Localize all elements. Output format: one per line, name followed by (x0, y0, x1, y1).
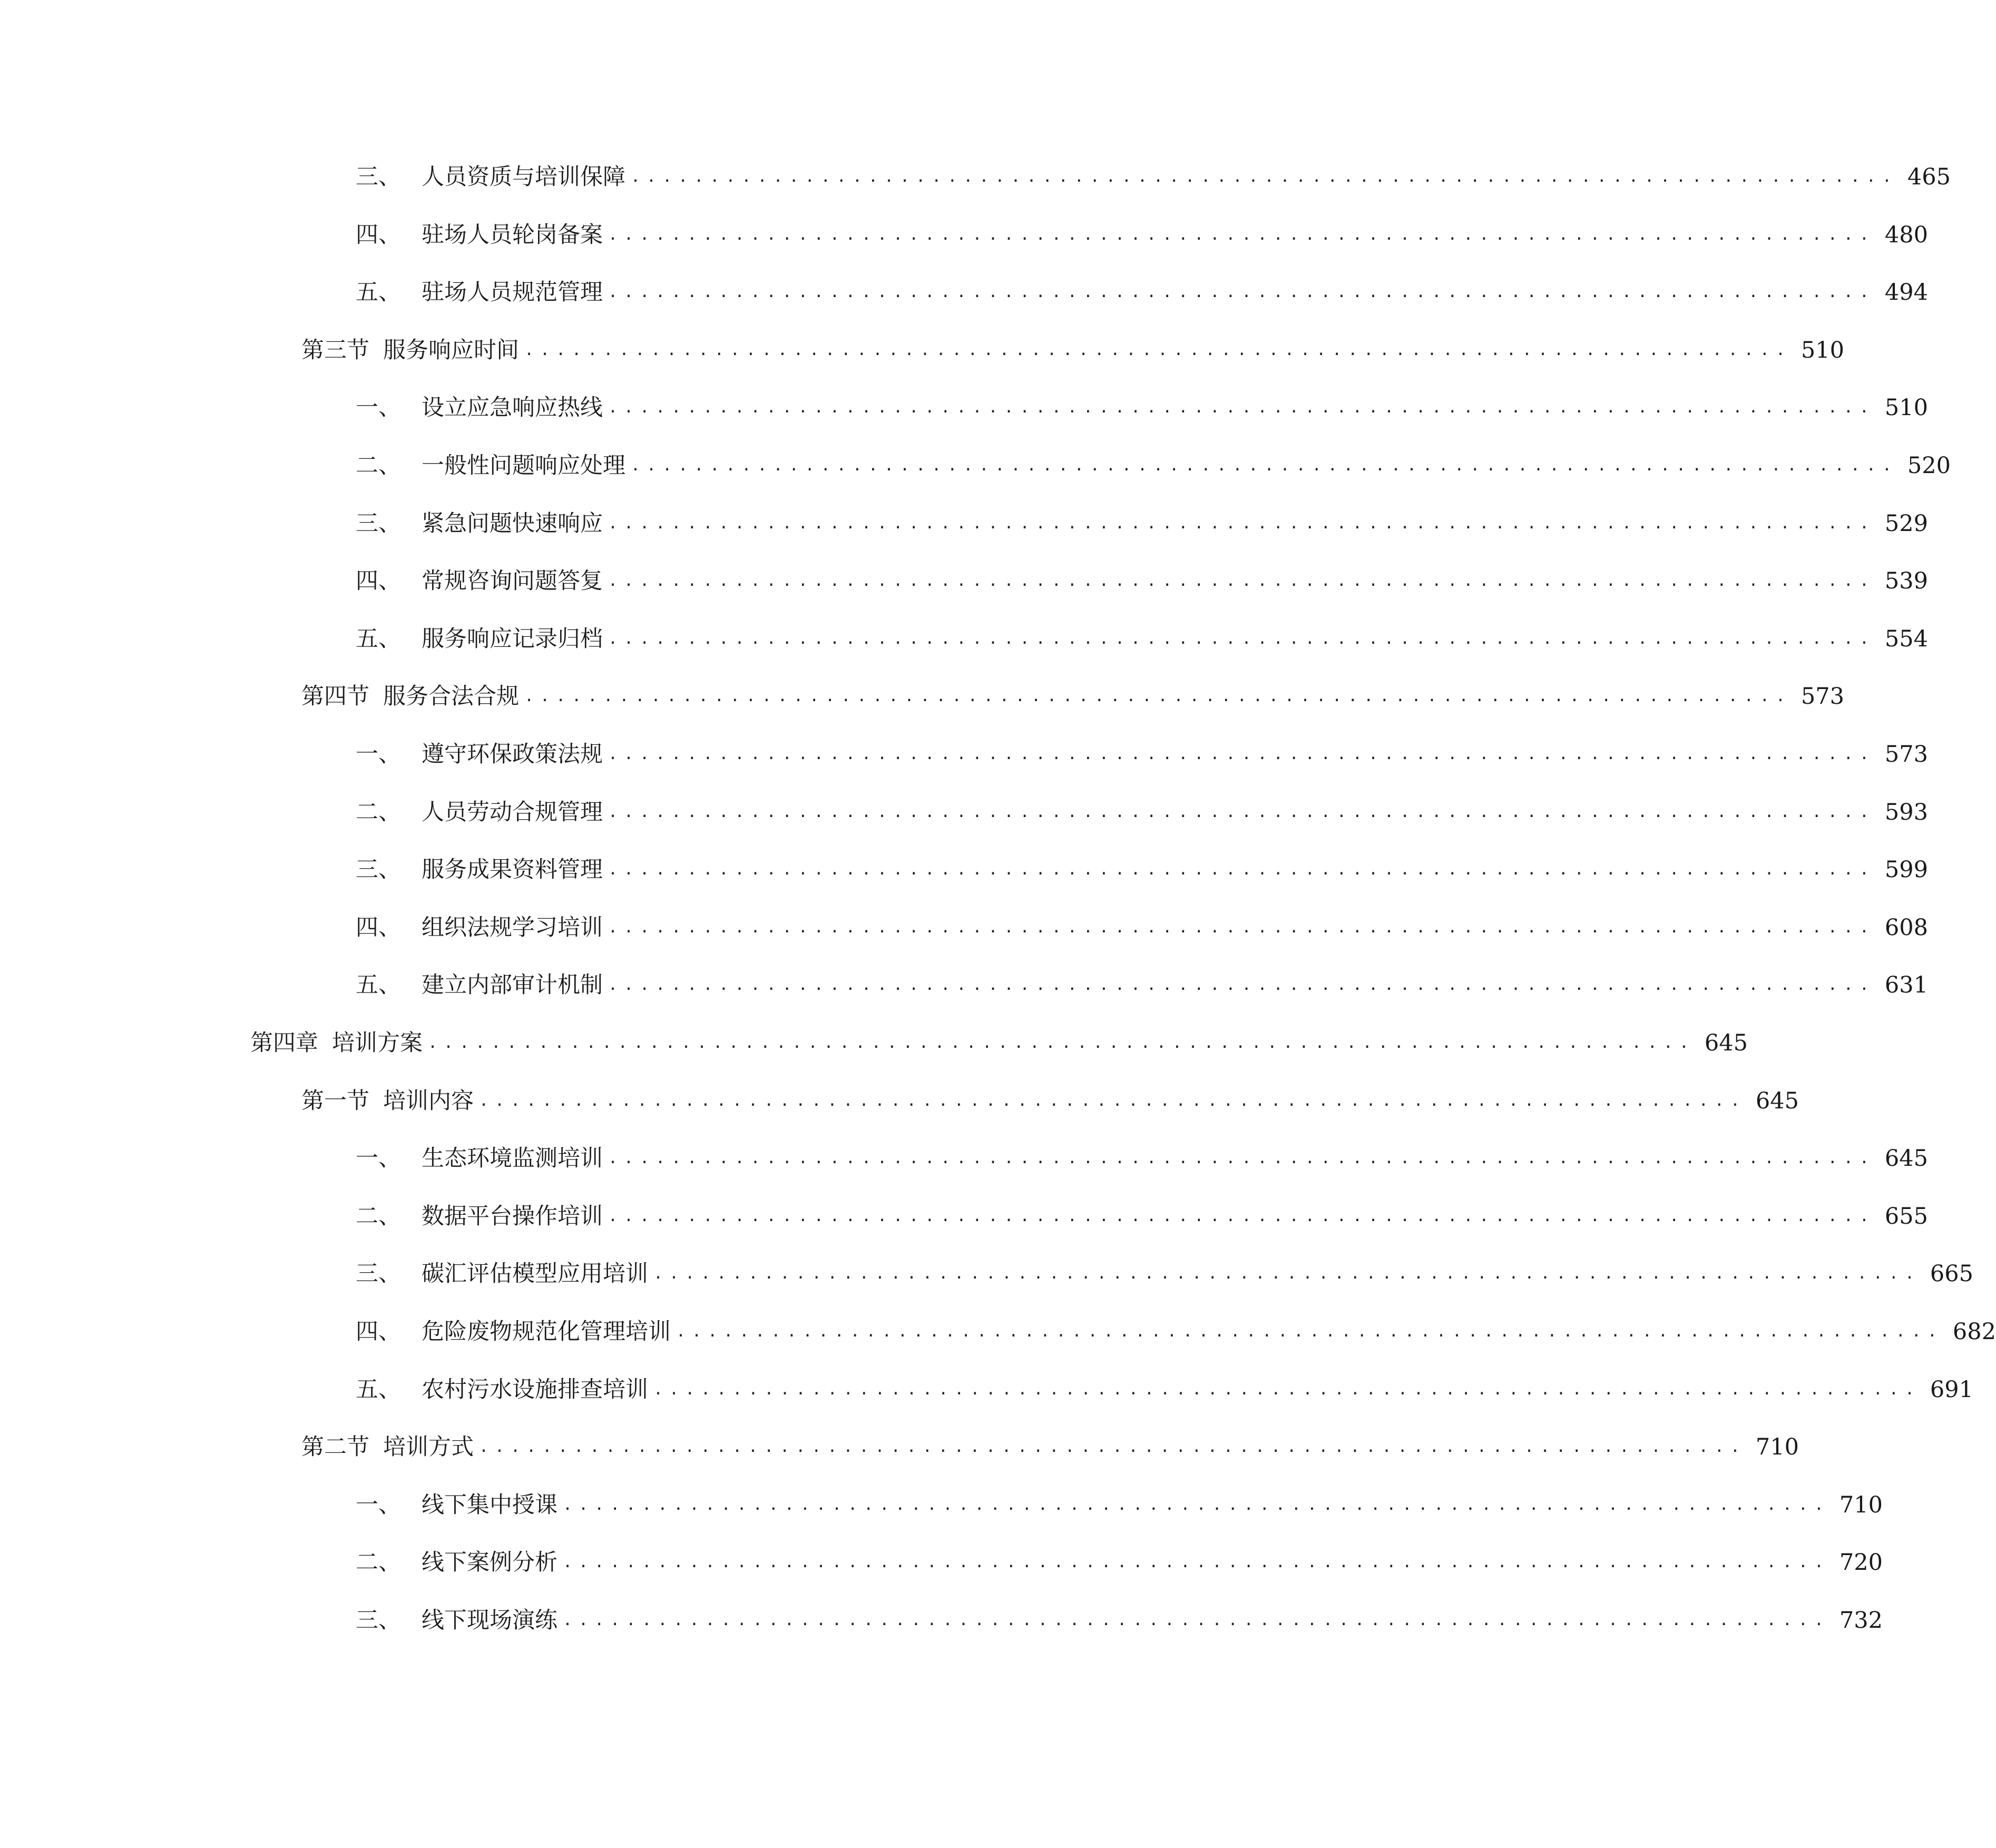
toc-entry-item[interactable] (0, 445, 1951, 487)
toc-entry-numeral: 第一节 (301, 1087, 369, 1114)
toc-entry-title: 人员资质与培训保障 (422, 164, 625, 190)
toc-entry-item[interactable] (0, 214, 1928, 256)
toc-entry-numeral: 四、 (356, 568, 401, 595)
toc-entry-label (356, 618, 603, 660)
toc-entry-title: 线下案例分析 (422, 1549, 557, 1576)
toc-entry-numeral: 三、 (356, 857, 401, 883)
toc-entry-title: 数据平台操作培训 (422, 1203, 603, 1230)
toc-entry-label (356, 1253, 648, 1295)
toc-entry-label (356, 964, 603, 1006)
toc-dot-leader: ................................................................................ (608, 629, 1875, 648)
toc-entry-label (356, 733, 603, 775)
toc-entry-numeral: 二、 (356, 453, 401, 479)
toc-entry-item[interactable] (0, 733, 1928, 775)
toc-entry-numeral: 四、 (356, 1319, 401, 1345)
toc-dot-leader: ................................................................................ (608, 514, 1875, 533)
toc-entry-title: 培训方案 (332, 1030, 423, 1056)
toc-dot-leader: ................................................................................ (563, 1495, 1830, 1514)
toc-dot-leader: ................................................................................ (653, 1380, 1921, 1399)
toc-dot-leader: ................................................................................ (563, 1553, 1830, 1572)
toc-entry-title: 驻场人员规范管理 (422, 279, 603, 306)
toc-entry-item[interactable] (0, 271, 1928, 313)
toc-entry-label (356, 1195, 603, 1237)
toc-entry-title: 生态环境监测培训 (422, 1145, 603, 1172)
toc-entry-page-number: 682 (1952, 1319, 1996, 1345)
toc-entry-title: 常规咨询问题答复 (422, 568, 603, 595)
toc-dot-leader: ................................................................................ (608, 860, 1875, 879)
toc-dot-leader: ................................................................................ (653, 1264, 1921, 1283)
toc-entry-title: 人员劳动合规管理 (422, 799, 603, 825)
toc-entry-label (356, 1311, 671, 1353)
toc-entry-page-number: 710 (1839, 1491, 1883, 1518)
toc-entry-page-number: 520 (1907, 453, 1951, 479)
toc-entry-item[interactable] (0, 503, 1928, 545)
toc-entry-label (301, 1426, 474, 1468)
toc-entry-title: 服务响应记录归档 (422, 625, 603, 652)
toc-entry-page-number: 608 (1884, 914, 1928, 941)
toc-entry-page-number: 710 (1755, 1434, 1799, 1461)
toc-entry-label (356, 560, 603, 602)
toc-dot-leader: ................................................................................ (608, 1149, 1875, 1168)
toc-entry-page-number: 655 (1884, 1203, 1928, 1230)
toc-dot-leader: ................................................................................ (524, 340, 1792, 359)
toc-entry-label (356, 1541, 557, 1584)
toc-dot-leader: ................................................................................ (676, 1322, 1943, 1341)
toc-entry-label (356, 1137, 603, 1179)
toc-entry-page-number: 645 (1755, 1087, 1799, 1114)
toc-entry-numeral: 三、 (356, 510, 401, 537)
toc-entry-label (356, 503, 603, 545)
toc-entry-item[interactable] (0, 1195, 1928, 1237)
toc-entry-numeral: 第四章 (250, 1030, 318, 1056)
toc-entry-page-number: 465 (1907, 164, 1951, 190)
toc-entry-item[interactable] (0, 560, 1928, 602)
toc-dot-leader: ................................................................................ (631, 168, 1898, 186)
toc-entry-title: 遵守环保政策法规 (422, 741, 603, 768)
toc-entry-item[interactable] (0, 1599, 1883, 1641)
toc-entry-numeral: 三、 (356, 1261, 401, 1287)
toc-entry-label (356, 907, 603, 949)
toc-entry-section[interactable] (0, 1426, 1799, 1468)
toc-entry-item[interactable] (0, 1311, 1996, 1353)
toc-entry-page-number: 510 (1801, 337, 1844, 363)
toc-entry-title: 线下现场演练 (422, 1607, 557, 1634)
toc-entry-item[interactable] (0, 387, 1928, 429)
toc-entry-item[interactable] (0, 156, 1951, 198)
toc-entry-item[interactable] (0, 964, 1928, 1006)
toc-entry-item[interactable] (0, 618, 1928, 660)
toc-entry-title: 驻场人员轮岗备案 (422, 221, 603, 248)
toc-entry-title: 培训方式 (383, 1434, 474, 1461)
toc-entry-numeral: 第四节 (301, 683, 369, 710)
toc-entry-page-number: 631 (1884, 972, 1928, 999)
toc-entry-page-number: 529 (1884, 510, 1928, 537)
toc-entry-item[interactable] (0, 1137, 1928, 1179)
toc-entry-page-number: 510 (1884, 395, 1928, 421)
toc-entry-label (356, 156, 625, 198)
toc-entry-page-number: 593 (1884, 799, 1928, 825)
toc-dot-leader: ................................................................................ (631, 456, 1898, 475)
toc-entry-page-number: 720 (1839, 1549, 1883, 1576)
toc-entry-numeral: 二、 (356, 1203, 401, 1230)
toc-entry-title: 农村污水设施排查培训 (422, 1376, 648, 1403)
toc-entry-page-number: 665 (1930, 1261, 1973, 1287)
toc-entry-item[interactable] (0, 1484, 1883, 1526)
toc-entry-title: 线下集中授课 (422, 1491, 557, 1518)
toc-entry-page-number: 691 (1930, 1376, 1973, 1403)
toc-entry-label (356, 1369, 648, 1411)
toc-entry-numeral: 二、 (356, 1549, 401, 1576)
toc-entry-numeral: 一、 (356, 395, 401, 421)
toc-dot-leader: ................................................................................ (608, 745, 1875, 763)
toc-entry-numeral: 一、 (356, 741, 401, 768)
toc-entry-label (356, 1599, 557, 1641)
toc-entry-page-number: 573 (1801, 683, 1844, 710)
toc-entry-numeral: 四、 (356, 914, 401, 941)
toc-entry-item[interactable] (0, 849, 1928, 891)
toc-entry-numeral: 第三节 (301, 337, 369, 363)
toc-entry-section[interactable] (0, 1080, 1799, 1122)
toc-entry-label (301, 329, 519, 371)
toc-entry-label (356, 849, 603, 891)
toc-entry-label (301, 1080, 474, 1122)
toc-entry-item[interactable] (0, 1369, 1973, 1411)
toc-dot-leader: ................................................................................ (608, 572, 1875, 591)
toc-dot-leader: ................................................................................ (608, 802, 1875, 821)
toc-entry-title: 设立应急响应热线 (422, 395, 603, 421)
toc-entry-numeral: 一、 (356, 1491, 401, 1518)
toc-entry-item[interactable] (0, 1253, 1973, 1295)
toc-entry-page-number: 480 (1884, 221, 1928, 248)
toc-entry-label (250, 1022, 423, 1064)
toc-dot-leader: ................................................................................ (608, 918, 1875, 937)
toc-entry-numeral: 第二节 (301, 1434, 369, 1461)
toc-entry-title: 紧急问题快速响应 (422, 510, 603, 537)
toc-dot-leader: ................................................................................ (608, 225, 1875, 244)
toc-entry-section[interactable] (0, 675, 1844, 717)
toc-entry-title: 服务响应时间 (383, 337, 519, 363)
toc-entry-numeral: 四、 (356, 221, 401, 248)
toc-dot-leader: ................................................................................ (428, 1034, 1695, 1052)
toc-dot-leader: ................................................................................ (608, 283, 1875, 302)
toc-entry-section[interactable] (0, 329, 1844, 371)
toc-entry-numeral: 三、 (356, 164, 401, 190)
toc-entry-label (356, 791, 603, 833)
toc-entry-chapter[interactable] (0, 1022, 1748, 1064)
toc-dot-leader: ................................................................................ (479, 1091, 1746, 1110)
toc-entry-label (356, 387, 603, 429)
toc-entry-label (356, 445, 625, 487)
toc-entry-numeral: 三、 (356, 1607, 401, 1634)
toc-dot-leader: ................................................................................ (563, 1611, 1830, 1629)
toc-entry-page-number: 554 (1884, 625, 1928, 652)
toc-entry-page-number: 573 (1884, 741, 1928, 768)
toc-entry-page-number: 732 (1839, 1607, 1883, 1634)
toc-entry-numeral: 五、 (356, 1376, 401, 1403)
toc-dot-leader: ................................................................................ (608, 398, 1875, 417)
toc-entry-numeral: 一、 (356, 1145, 401, 1172)
toc-entry-title: 建立内部审计机制 (422, 972, 603, 999)
toc-entry-numeral: 五、 (356, 279, 401, 306)
toc-entry-label (301, 675, 519, 717)
toc-entry-page-number: 539 (1884, 568, 1928, 595)
toc-entry-item[interactable] (0, 791, 1928, 833)
toc-dot-leader: ................................................................................ (608, 976, 1875, 995)
toc-dot-leader: ................................................................................ (479, 1438, 1746, 1457)
toc-entry-title: 一般性问题响应处理 (422, 453, 625, 479)
toc-dot-leader: ................................................................................ (524, 687, 1792, 706)
toc-entry-label (356, 1484, 557, 1526)
toc-entry-item[interactable] (0, 1541, 1883, 1584)
toc-entry-title: 服务成果资料管理 (422, 857, 603, 883)
toc-entry-numeral: 五、 (356, 972, 401, 999)
toc-dot-leader: ................................................................................ (608, 1206, 1875, 1225)
toc-entry-label (356, 271, 603, 313)
toc-entry-title: 培训内容 (383, 1087, 474, 1114)
toc-entry-page-number: 645 (1884, 1145, 1928, 1172)
toc-entry-title: 服务合法合规 (383, 683, 519, 710)
toc-entry-item[interactable] (0, 907, 1928, 949)
toc-entry-label (356, 214, 603, 256)
toc-entry-numeral: 二、 (356, 799, 401, 825)
toc-entry-page-number: 645 (1704, 1030, 1748, 1056)
toc-entry-numeral: 五、 (356, 625, 401, 652)
toc-entry-title: 危险废物规范化管理培训 (422, 1319, 671, 1345)
toc-entry-page-number: 494 (1884, 279, 1928, 306)
toc-entry-page-number: 599 (1884, 857, 1928, 883)
toc-entry-title: 组织法规学习培训 (422, 914, 603, 941)
toc-entry-title: 碳汇评估模型应用培训 (422, 1261, 648, 1287)
